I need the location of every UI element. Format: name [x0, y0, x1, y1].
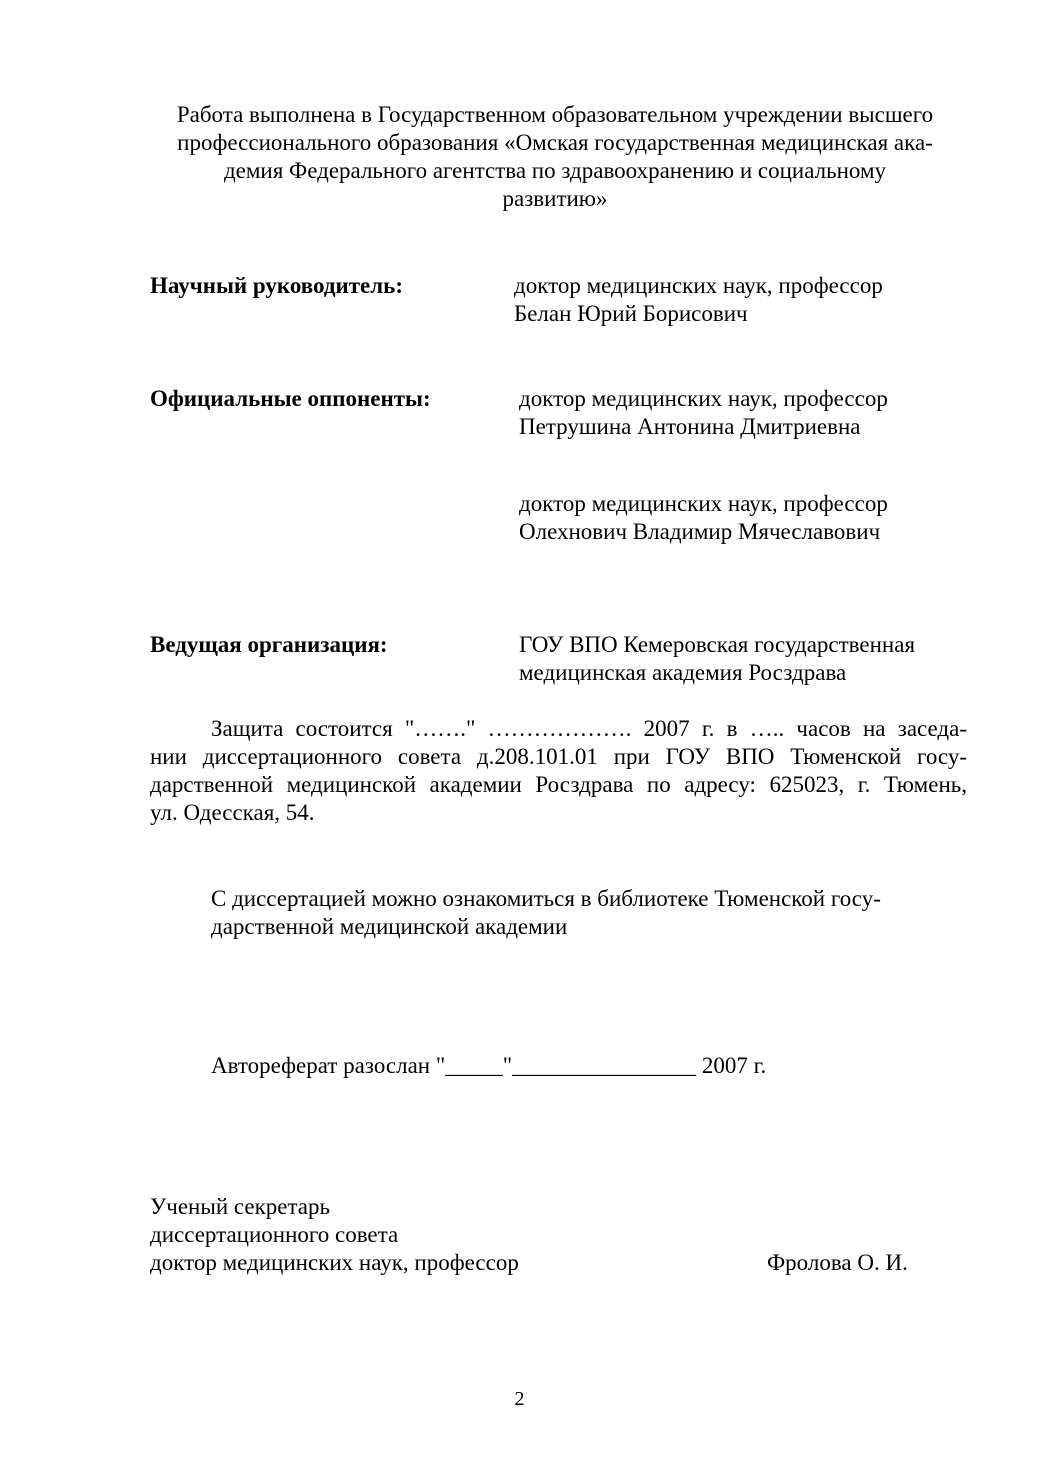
header-line: развитию»: [502, 186, 608, 211]
header-line: профессионального образования «Омская государственная медицинская ака-: [177, 130, 933, 155]
supervisor-title: доктор медицинских наук, профессор: [514, 273, 883, 298]
defense-line: нии диссертационного совета д.208.101.01 при ГОУ ВПО Тюменской госу-: [150, 744, 967, 769]
leading-org-line: медицинская академия Росздрава: [519, 660, 847, 685]
opponent-2-name: Олехнович Владимир Мячеславович: [519, 519, 881, 544]
header-line: демия Федерального агентства по здравоохранению и социальному: [223, 158, 887, 183]
secretary-line: Ученый секретарь: [150, 1194, 330, 1219]
abstract-sent-line: Автореферат разослан "_____"________________ 2007 г.: [211, 1053, 767, 1078]
secretary-line: доктор медицинских наук, профессор: [150, 1250, 519, 1275]
opponent-1-title: доктор медицинских наук, профессор: [519, 386, 888, 411]
library-line: дарственной медицинской академии: [211, 914, 568, 939]
leading-org-line: ГОУ ВПО Кемеровская государственная: [519, 632, 916, 657]
page-number: 2: [514, 1388, 525, 1410]
defense-line: дарственной медицинской академии Росздрава по адресу: 625023, г. Тюмень,: [150, 772, 967, 797]
header-line: Работа выполнена в Государственном образовательном учреждении высшего: [176, 102, 934, 127]
secretary-line: диссертационного совета: [150, 1222, 399, 1247]
defense-paragraph: [150, 715, 967, 827]
defense-line: Защита состоится "……." ………………. 2007 г. в ….. часов на заседа-: [211, 716, 967, 741]
opponent-2-title: доктор медицинских наук, профессор: [519, 491, 888, 516]
secretary-name: Фролова О. И.: [767, 1250, 908, 1275]
supervisor-label: Научный руководитель:: [150, 273, 403, 298]
defense-line: ул. Одесская, 54.: [150, 800, 315, 825]
opponent-1-name: Петрушина Антонина Дмитриевна: [519, 414, 861, 439]
header-institution: [140, 101, 970, 213]
leading-org-label: Ведущая организация:: [150, 632, 388, 657]
supervisor-name: Белан Юрий Борисович: [514, 301, 748, 326]
opponents-label: Официальные оппоненты:: [150, 386, 431, 411]
library-line: С диссертацией можно ознакомиться в библиотеке Тюменской госу-: [211, 886, 881, 911]
